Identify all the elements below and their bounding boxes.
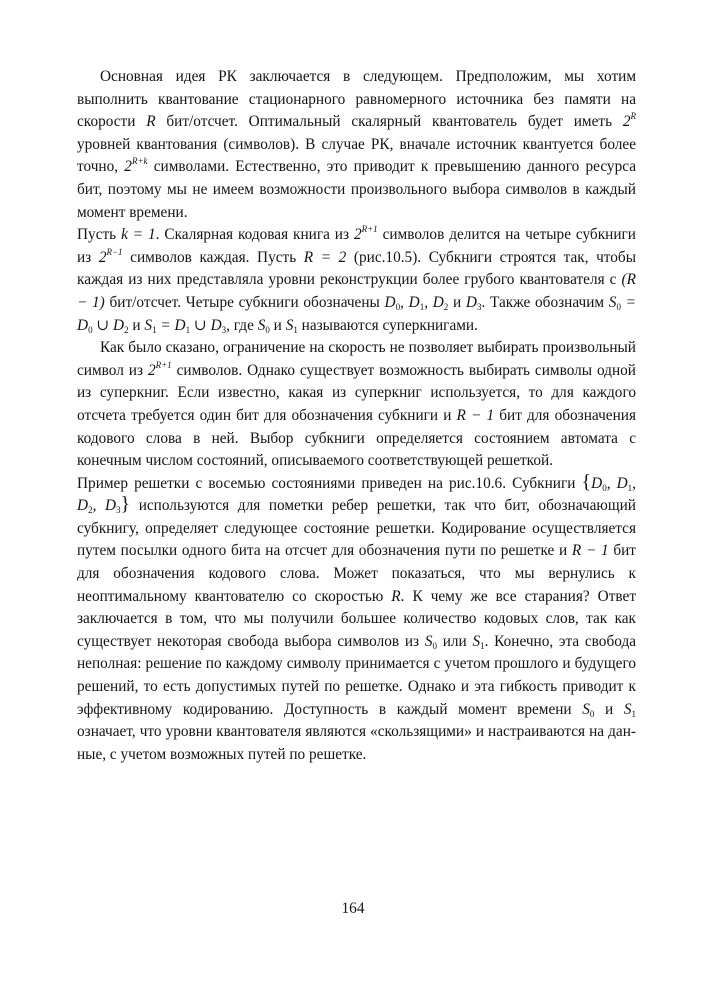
text-run: означает, что уровни квантователя являются «скользящими» и настраиваются на данные, с учетом возможных путей по решетке. <box>77 723 636 763</box>
text-run: и <box>448 293 466 311</box>
superscript: R−1 <box>106 246 123 257</box>
subscript: 0 <box>589 708 595 719</box>
text-run: (рис.10.5). Субкниги строятся так, чтобы каждая из них представляла уровни реконструкции более грубого квантователя с <box>77 248 636 289</box>
math-symbol: , D <box>77 474 636 515</box>
text-run: Пусть <box>77 226 122 244</box>
text-run: бит для обозначения кодового слова в ней. Выбор субкниги определяется состоянием автомата с конечным числом состояний, описываемого соответствующей решеткой. <box>77 406 636 470</box>
superscript: R+k <box>131 156 148 167</box>
text-run: и <box>594 700 624 718</box>
math-symbol: = D <box>77 293 636 334</box>
subscript: 1 <box>480 640 485 651</box>
text-run: Пример решетки с восемью состояниями приведен на рис.10.6. Субкниги <box>77 474 582 492</box>
math-symbol: 2 <box>353 226 362 244</box>
subscript: 0 <box>432 640 437 651</box>
math-symbol: S <box>623 700 632 718</box>
math-symbol: R − 1 <box>571 542 609 560</box>
brace: { <box>581 470 592 493</box>
math-symbol: S <box>285 316 294 334</box>
math-symbol: (R − 1) <box>77 271 636 311</box>
text-run: . Также обозначим <box>481 293 609 311</box>
text-run: и <box>128 316 145 334</box>
text-run: Основная идея РК заключается в следующем. Предположим, мы хотим выполнить квантование стационарного равномерного источника без памяти на скорости <box>77 68 636 131</box>
subscript: 0 <box>265 324 270 335</box>
paragraph <box>77 337 636 473</box>
subscript: 1 <box>152 324 157 335</box>
math-symbol: , D <box>400 293 420 311</box>
subscript: 1 <box>627 482 633 493</box>
math-symbol: R <box>391 587 401 605</box>
brace: } <box>120 493 131 516</box>
subscript: 0 <box>395 301 401 312</box>
math-symbol: D <box>591 474 603 492</box>
superscript: R+1 <box>155 359 172 370</box>
subscript: 1 <box>419 301 425 312</box>
paragraph <box>77 224 636 337</box>
math-symbol: R = 2 <box>303 248 347 266</box>
text-run: символов делится на четыре субкниги из <box>77 226 636 266</box>
subscript: 0 <box>602 482 607 493</box>
math-symbol: , D <box>606 474 628 492</box>
text-run: бит/отсчет. Оптимальный скалярный квантователь будет иметь <box>155 113 623 131</box>
subscript: 0 <box>616 301 621 312</box>
subscript: 2 <box>443 301 449 312</box>
paragraph <box>77 66 636 224</box>
subscript: 1 <box>631 708 636 719</box>
math-symbol: S <box>608 293 617 311</box>
math-symbol: R − 1 <box>456 406 495 424</box>
math-symbol: D <box>465 293 477 311</box>
math-symbol: S <box>144 316 153 334</box>
subscript: 1 <box>293 324 298 335</box>
text-run: и <box>269 316 286 334</box>
math-symbol: S <box>472 632 481 650</box>
math-symbol: S <box>257 316 266 334</box>
math-symbol: , D <box>92 497 117 515</box>
math-symbol: D <box>384 293 396 311</box>
superscript: R+1 <box>361 224 378 235</box>
subscript: 2 <box>124 324 129 335</box>
subscript: 3 <box>221 324 227 335</box>
text-run: уровней квантования (символов). В случае РК, вначале источник квантуется более точно, <box>77 135 636 176</box>
math-symbol: 2 <box>124 158 132 176</box>
text-run: символов. Однако существует возможность выбирать символы одной из суперкниг. Если известно, какая из суперкниг используется, то для каждого отсчета требуется один бит для обозначения субкниги и <box>77 361 636 424</box>
text-run: бит для обозначения кодового слова. Может показаться, что мы вернулись к неоптимальному квантователю со скоростью <box>77 542 636 605</box>
math-symbol: S <box>424 632 433 650</box>
text-run: . Скалярная кодовая книга из <box>155 226 354 244</box>
subscript: 1 <box>185 324 191 335</box>
subscript: 3 <box>476 301 482 312</box>
text-run: , где <box>226 316 258 334</box>
math-symbol: 2 <box>147 361 156 379</box>
math-symbol: 2 <box>622 113 631 131</box>
subscript: 3 <box>116 505 121 516</box>
math-symbol: ∪ D <box>92 316 125 334</box>
subscript: 2 <box>88 505 93 516</box>
text-run: символами. Естественно, это приводит к превышению данного ресурса бит, поэтому мы не имеем возможности произвольного выбора символов в каждый момент времени. <box>77 158 636 221</box>
math-symbol: k = 1 <box>121 226 156 244</box>
text-run: . Конечно, эта свобода неполная: решение по каждому символу принимается с учетом прошлого и будущего решений, то есть допустимых путей по решетке. Однако и эта гибкость приводит к эффективному кодированию. Доступность в каждый момент времени <box>77 632 637 718</box>
math-symbol: = D <box>156 316 186 334</box>
math-symbol: , D <box>424 293 444 311</box>
page-number: 164 <box>341 900 365 917</box>
text-run: или <box>436 632 473 650</box>
math-symbol: R <box>146 113 156 131</box>
text-run: бит/отсчет. Четыре субкниги обозначены <box>104 293 385 311</box>
text-run: символов каждая. Пусть <box>122 248 304 266</box>
superscript: R <box>630 111 636 122</box>
text-run: . К чему же все старания? Ответ заключается в том, что мы получили большее количество кодовых слов, так как существует некоторая свобода выбора символов из <box>77 587 637 650</box>
subscript: 0 <box>88 324 93 335</box>
text-run: Как было сказано, ограничение на скорость не позволяет выбирать произвольный символ из <box>77 339 636 379</box>
text-run: используются для пометки ребер решетки, так что бит, обозначающий субкнигу, определяет следующее состояние решетки. Кодирование осуществляется путем посылки одного бита на отсчет для обозначения пути по решетке и <box>77 497 636 560</box>
text-run: называются суперкнигами. <box>297 316 478 334</box>
body-text <box>77 66 636 766</box>
math-symbol: 2 <box>98 248 107 266</box>
math-symbol: ∪ D <box>190 316 222 334</box>
paragraph <box>77 470 637 767</box>
math-symbol: S <box>582 700 590 718</box>
